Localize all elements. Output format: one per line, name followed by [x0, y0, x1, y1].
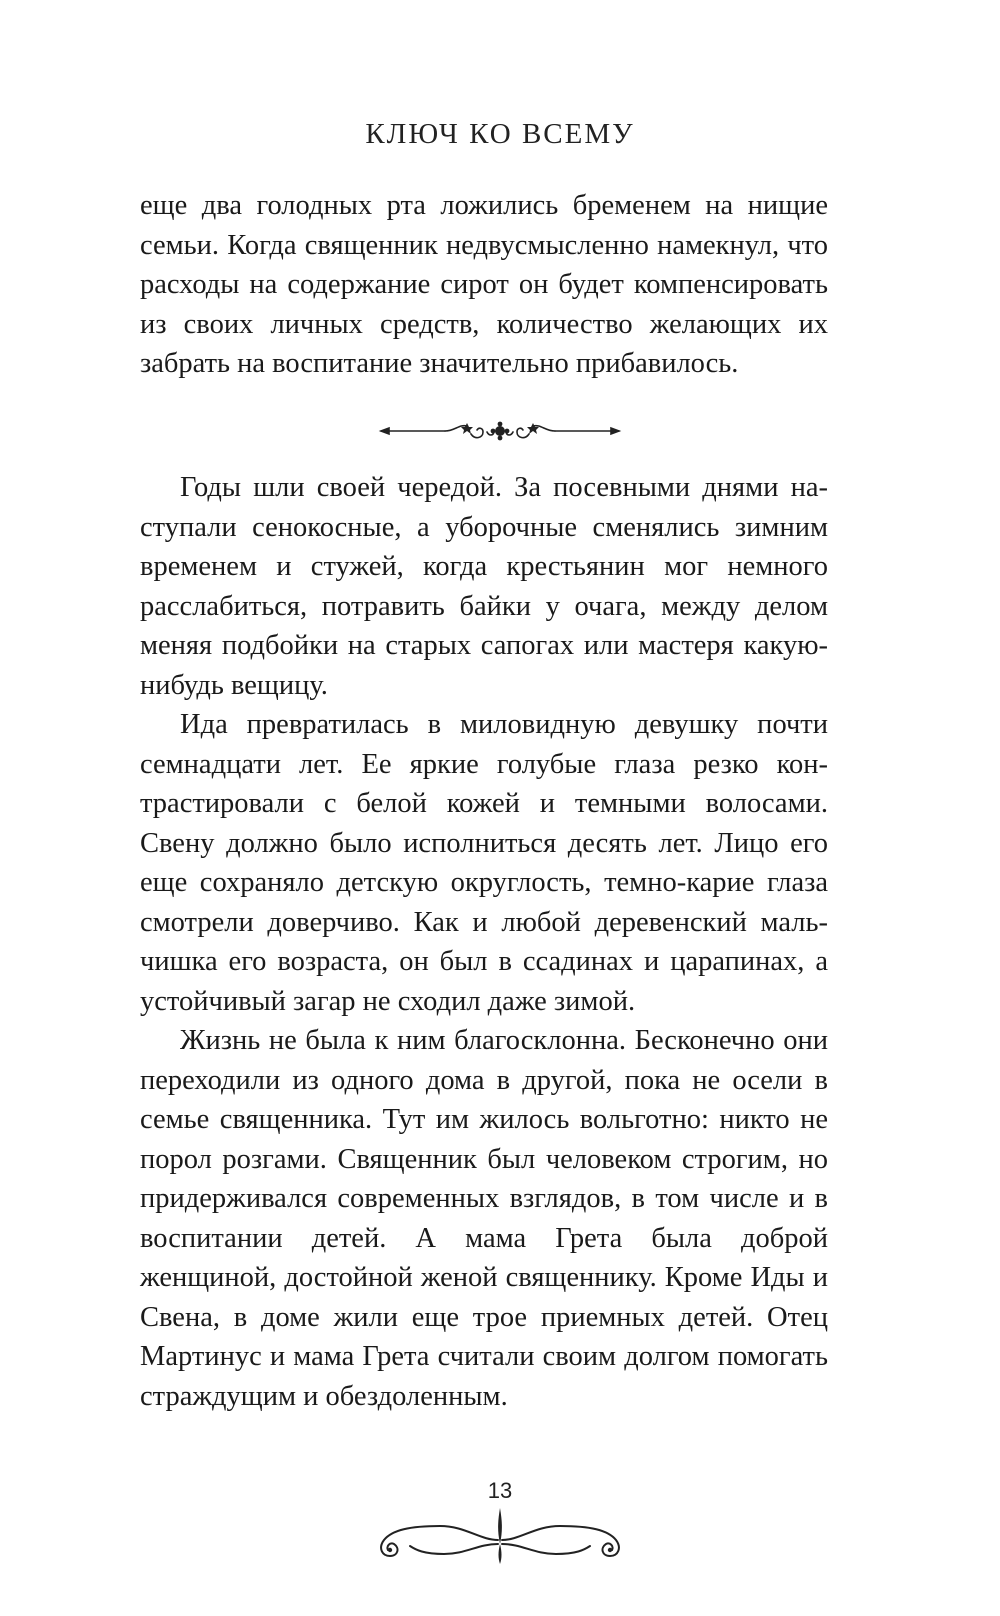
text-block-top [140, 186, 828, 384]
running-title: КЛЮЧ КО ВСЕМУ [365, 118, 635, 150]
paragraph: еще два голодных рта ложились бременем на нищие семьи. Когда священник недвусмысленно намекнул, что расходы на содержание сирот он будет компенсировать из своих личных средств, количество желающих их забрать на воспитание значительно прибавилось. [140, 190, 828, 379]
scroll-flourish-icon [370, 1500, 630, 1570]
floral-divider-icon [375, 418, 625, 444]
paragraph: Годы шли своей чередой. За посевными днями наступали сенокосные, а уборочные сменялись зимним временем и стужей, когда крестьянин мог немного расслабиться, потравить байки у очага, между делом меняя подбойки на старых сапогах или мастеря какую-нибудь вещицу. [140, 472, 828, 701]
text-block-main [140, 468, 828, 1416]
paragraph: Жизнь не была к ним благосклонна. Бесконечно они переходили из одного дома в другой, пока не осели в семье священника. Тут им жилось вольготно: никто не порол розгами. Священник был человеком строгим, но придерживался современных взглядов, в том числе и в воспитании детей. А мама Грета была доброй женщиной, достойной женой священнику. Кроме Иды и Свена, в доме жили еще трое приемных детей. Отец Мартинус и мама Грета считали своим долгом помогать страждущим и обездоленным. [140, 1025, 828, 1412]
page-number: 13 [487, 1478, 513, 1503]
paragraph: Ида превратилась в миловидную девушку почти семнадцати лет. Ее яркие голубые глаза резко контрастировали с белой кожей и темными волосами. Свену должно было исполниться десять лет. Лицо его еще сохраняло детскую округлость, темно-карие глаза смотрели доверчиво. Как и любой деревенский мальчишка его возраста, он был в ссадинах и царапинах, а устойчивый загар не сходил даже зимой. [140, 709, 828, 1017]
